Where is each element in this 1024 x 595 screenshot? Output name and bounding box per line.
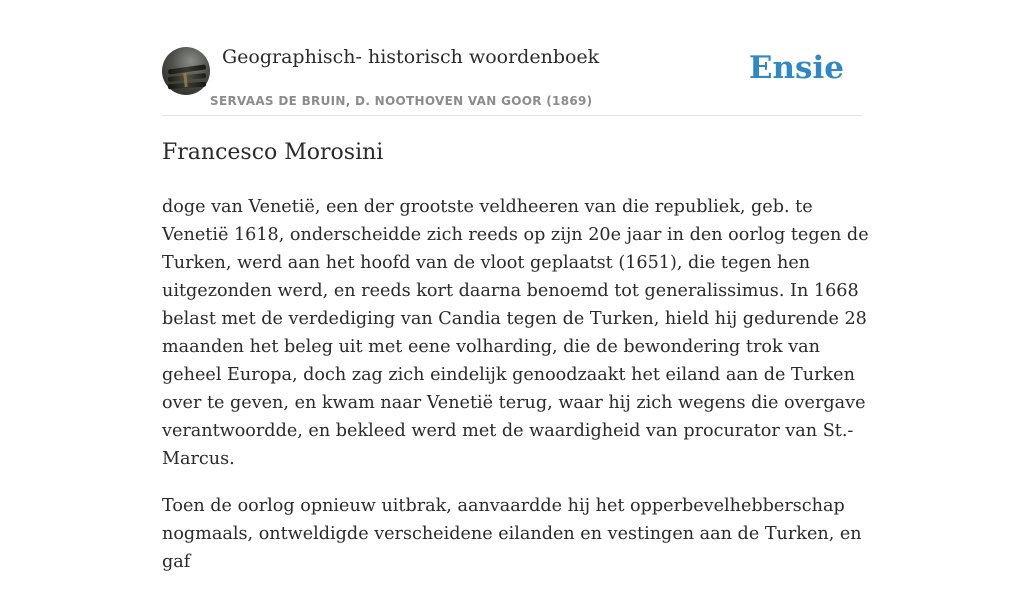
book-author: SERVAAS DE BRUIN, D. NOOTHOVEN VAN GOOR (1869)	[210, 94, 593, 108]
ensie-logo-link[interactable]: Ensie	[748, 50, 844, 86]
entry-header	[162, 0, 862, 116]
book-cover-thumbnail[interactable]	[162, 47, 210, 95]
entry-body	[162, 193, 872, 595]
entry-paragraph: doge van Venetië, een der grootste veldheeren van die republiek, geb. te Venetië 1618, onderscheidde zich reeds op zijn 20e jaar in den oorlog tegen de Turken, werd aan het hoofd van de vloot geplaatst (1651), die tegen hen uitgezonden werd, en reeds kort daarna benoemd tot generalissimus. In 1668 belast met de verdediging van Candia tegen de Turken, hield hij gedurende 28 maanden het beleg uit met eene volharding, die de bewondering trok van geheel Europa, doch zag zich eindelijk genoodzaakt het eiland aan de Turken over te geven, en kwam naar Venetië terug, waar hij zich wegens die overgave verantwoordde, en bekleed werd met de waardigheid van procurator van St.-Marcus.	[162, 197, 869, 469]
entry-paragraph: Toen de oorlog opnieuw uitbrak, aanvaardde hij het opperbevelhebberschap nogmaals, ontweldigde verscheidene eilanden en vestingen aan de Turken, en gaf	[162, 496, 862, 572]
entry-title: Francesco Morosini	[162, 140, 384, 165]
book-title-link[interactable]: Geographisch- historisch woordenboek	[222, 46, 600, 68]
